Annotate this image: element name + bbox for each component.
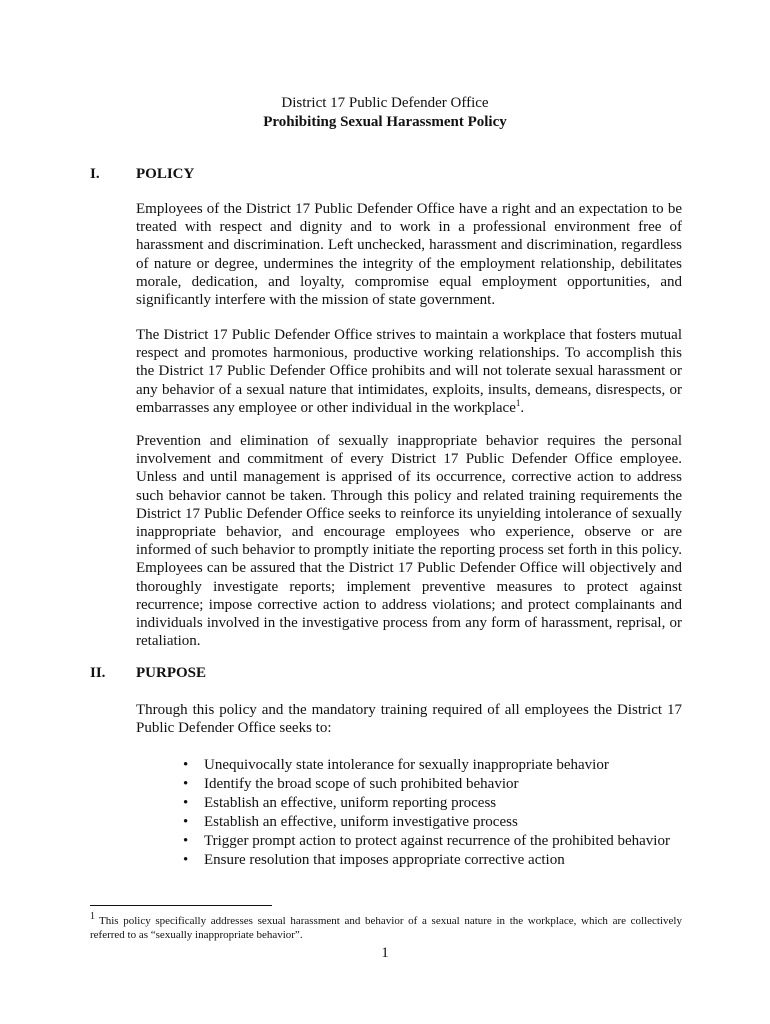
footnote-text: This policy specifically addresses sexual harassment and behavior of a sexual nature in the workplace, which are collectively referred to as “sexually inappropriate behavior”.	[90, 915, 682, 941]
section-title: PURPOSE	[136, 665, 207, 681]
footnote	[90, 911, 682, 942]
list-item: • Establish an effective, uniform investigative process	[183, 814, 518, 830]
list-item: • Trigger prompt action to protect against recurrence of the prohibited behavior	[183, 833, 670, 849]
policy-paragraph-1: Employees of the District 17 Public Defender Office have a right and an expectation to be treated with respect and dignity and to work in a professional environment free of harassment and discrimination. Left unchecked, harassment and discrimination, regardless of nature or degree, undermines the integrity of the employment relationship, debilitates morale, dedication, and loyalty, compromise equal employment opportunities, and significantly interfere with the mission of state government.	[136, 201, 682, 309]
policy-paragraph-2-text: The District 17 Public Defender Office strives to maintain a workplace that fosters mutual respect and promotes harmonious, productive working relationships. To accomplish this the District 17 Public Defender Office prohibits and will not tolerate sexual harassment or any behavior of a sexual nature that intimidates, exploits, insults, demeans, disrespects, or embarrasses any employee or other individual in the workplace	[136, 327, 682, 416]
list-item: • Ensure resolution that imposes appropriate corrective action	[183, 852, 565, 868]
bullet-icon: •	[183, 795, 189, 811]
bullet-icon: •	[183, 814, 189, 830]
list-item: • Unequivocally state intolerance for sexually inappropriate behavior	[183, 757, 609, 773]
purpose-bullet-list	[180, 756, 670, 870]
document-header	[0, 94, 770, 132]
bullet-icon: •	[183, 776, 189, 792]
purpose-paragraph-1: Through this policy and the mandatory training required of all employees the District 17 Public Defender Office seeks to:	[136, 702, 682, 737]
list-item: • Identify the broad scope of such prohibited behavior	[183, 776, 519, 792]
section-numeral: I.	[90, 166, 100, 182]
page-number: 1	[381, 945, 389, 961]
office-name: District 17 Public Defender Office	[281, 95, 489, 111]
policy-title: Prohibiting Sexual Harassment Policy	[263, 114, 507, 130]
bullet-icon: •	[183, 852, 189, 868]
policy-paragraph-3: Prevention and elimination of sexually inappropriate behavior requires the personal involvement and commitment of every District 17 Public Defender Office employee. Unless and until management is apprised of its occurrence, corrective action to address such behavior cannot be taken. Through this policy and related training requirements the District 17 Public Defender Office seeks to reinforce its unyielding intolerance of sexually inappropriate behavior, and encourage employees who experience, observe or are informed of such behavior to promptly initiate the reporting process set forth in this policy. Employees can be assured that the District 17 Public Defender Office will objectively and thoroughly investigate reports; implement preventive measures to protect against recurrence; impose corrective action to address violations; and protect complainants and individuals involved in the investigative process from any form of harassment, reprisal, or retaliation.	[136, 433, 682, 650]
footnote-number: 1	[90, 911, 95, 923]
footnote-divider	[90, 905, 272, 906]
footnote-reference: 1	[515, 397, 521, 408]
footnote-reference-suffix: .	[520, 399, 525, 416]
section-title: POLICY	[136, 166, 195, 182]
list-item: • Establish an effective, uniform reporting process	[183, 795, 497, 811]
section-heading-purpose	[90, 664, 206, 683]
section-heading-policy	[90, 165, 194, 184]
bullet-icon: •	[183, 833, 189, 849]
section-numeral: II.	[90, 665, 106, 681]
policy-paragraph-2	[136, 326, 682, 417]
bullet-icon: •	[183, 757, 189, 773]
